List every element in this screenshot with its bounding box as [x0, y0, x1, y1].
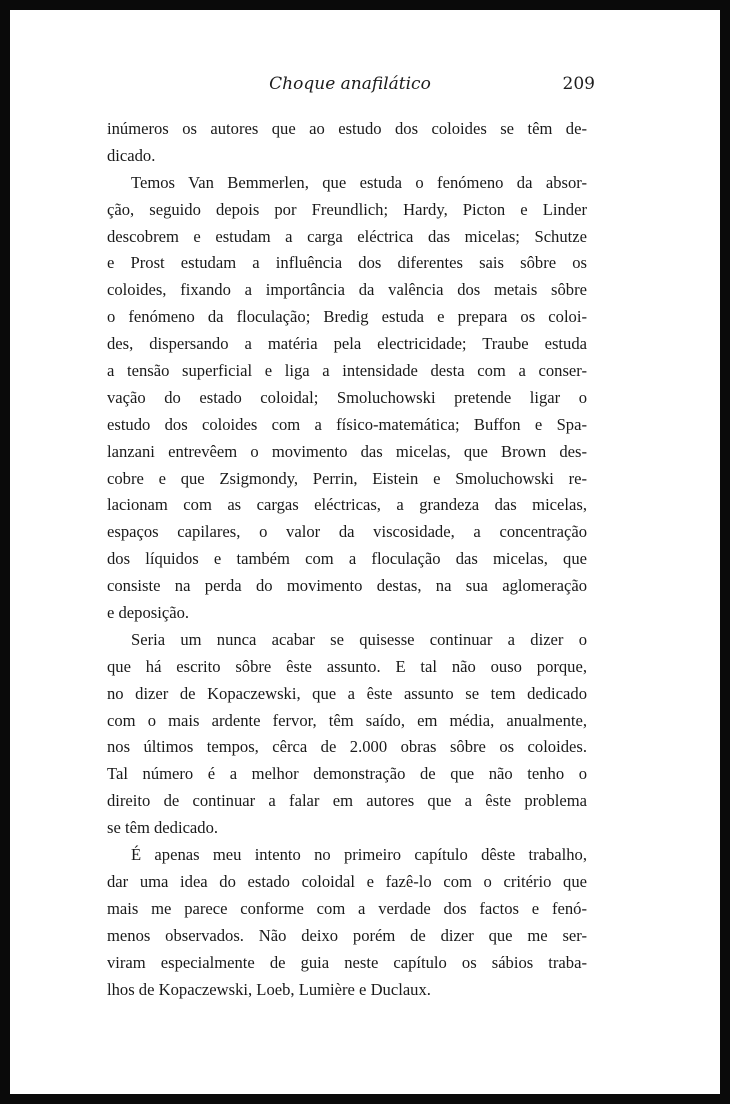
text-line: se têm dedicado.: [107, 818, 219, 838]
text-line: dos líquidos e também com a floculação das micelas, que: [107, 549, 587, 569]
text-line: e deposição.: [107, 603, 190, 623]
text-line: cobre e que Zsigmondy, Perrin, Eistein e Smoluchowski re-: [107, 468, 587, 488]
text-line: menos observados. Não deixo porém de dizer que me ser-: [107, 925, 587, 945]
text-line: Temos Van Bemmerlen, que estuda o fenómeno da absor-: [131, 172, 587, 192]
running-title: Choque anafilático: [269, 74, 431, 94]
text-line: nos últimos tempos, cêrca de 2.000 obras sôbre os coloides.: [107, 737, 587, 757]
book-page: [10, 10, 720, 1094]
page-number: 209: [562, 74, 595, 94]
text-line: dar uma idea do estado coloidal e fazê-lo com o critério que: [107, 871, 587, 891]
paragraph: [107, 627, 587, 842]
text-line: com o mais ardente fervor, têm saído, em média, anualmente,: [107, 710, 587, 730]
text-line: É apenas meu intento no primeiro capítulo dêste trabalho,: [131, 845, 587, 865]
text-line: descobrem e estudam a carga eléctrica das micelas; Schutze: [107, 226, 587, 246]
body-text: [107, 116, 587, 1003]
text-line: inúmeros os autores que ao estudo dos coloides se têm de-: [107, 119, 587, 138]
page-header: [105, 74, 595, 104]
text-line: espaços capilares, o valor da viscosidade, a concentração: [107, 522, 587, 542]
text-line: lanzani entrevêem o movimento das micelas, que Brown des-: [107, 441, 587, 461]
text-line: viram especialmente de guia neste capítulo os sábios traba-: [107, 952, 587, 972]
text-line: que há escrito sôbre êste assunto. E tal não ouso porque,: [107, 656, 587, 676]
text-line: consiste na perda do movimento destas, na sua aglomeração: [107, 576, 587, 596]
text-line: ção, seguido depois por Freundlich; Hardy, Picton e Linder: [107, 199, 587, 219]
text-line: Seria um nunca acabar se quisesse continuar a dizer o: [131, 629, 587, 649]
paragraph: [107, 170, 587, 627]
text-line: lacionam com as cargas eléctricas, a grandeza das micelas,: [107, 495, 587, 515]
text-line: mais me parece conforme com a verdade dos factos e fenó-: [107, 898, 587, 918]
text-line: no dizer de Kopaczewski, que a êste assunto se tem dedicado: [107, 683, 587, 703]
text-line: a tensão superficial e liga a intensidade desta com a conser-: [107, 361, 587, 381]
text-line: estudo dos coloides com a físico-matemática; Buffon e Spa-: [107, 414, 587, 434]
text-line: Tal número é a melhor demonstração de que não tenho o: [107, 764, 587, 784]
text-line: coloides, fixando a importância da valência dos metais sôbre: [107, 280, 587, 300]
paragraph: [107, 116, 587, 170]
text-line: vação do estado coloidal; Smoluchowski pretende ligar o: [107, 387, 587, 407]
text-line: dicado.: [107, 145, 156, 165]
text-line: des, dispersando a matéria pela electricidade; Traube estuda: [107, 334, 587, 354]
text-line: lhos de Kopaczewski, Loeb, Lumière e Duclaux.: [107, 979, 431, 999]
paragraph: [107, 842, 587, 1003]
text-line: direito de continuar a falar em autores que a êste problema: [107, 791, 587, 811]
text-line: e Prost estudam a influência dos diferentes sais sôbre os: [107, 253, 587, 273]
text-line: o fenómeno da floculação; Bredig estuda e prepara os coloi-: [107, 307, 587, 327]
